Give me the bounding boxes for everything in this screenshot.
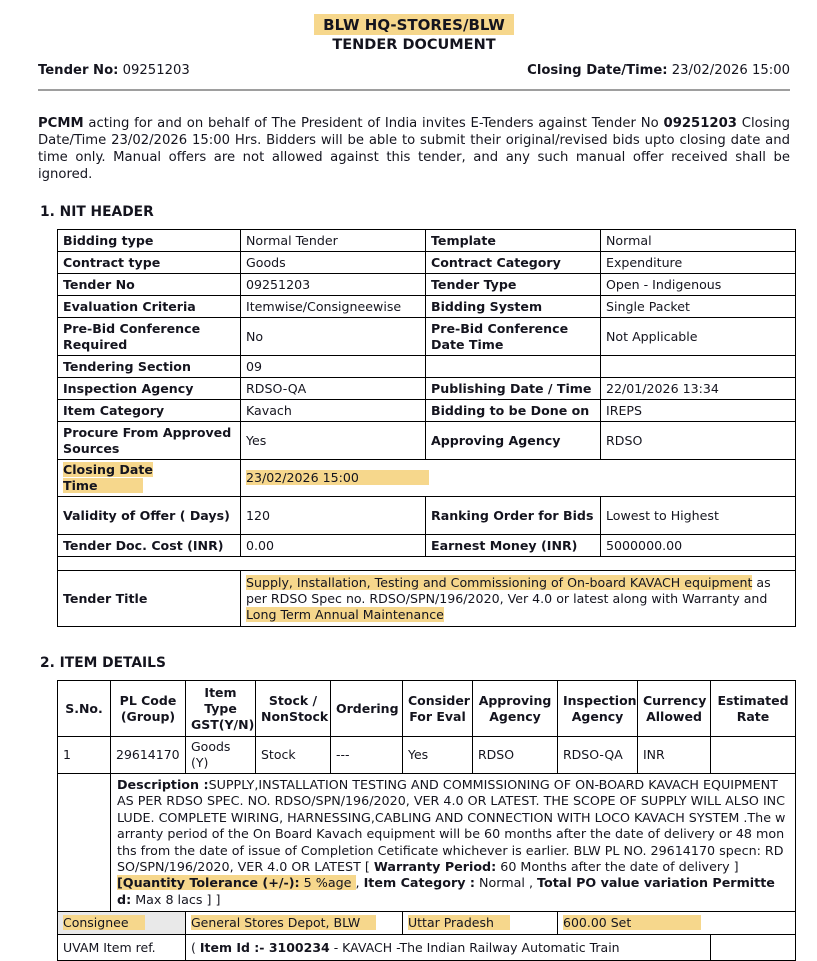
- separator-text: ,: [355, 875, 364, 891]
- spacer-row: [58, 557, 796, 571]
- org-title: BLW HQ-STORES/BLW: [314, 14, 514, 35]
- intro-pcmm: PCMM: [38, 116, 84, 131]
- col-header-pl-code: PL Code (Group): [111, 681, 186, 737]
- col-header-consider: Consider For Eval: [403, 681, 473, 737]
- table-row: [58, 535, 796, 557]
- po-variation-label: Total PO value variation Permitted:: [117, 875, 775, 907]
- nit-value: Goods: [241, 252, 426, 274]
- closing-datetime-value: 23/02/2026 15:00: [671, 63, 790, 78]
- nit-label: Tender No: [58, 274, 241, 296]
- quantity-tolerance-value: 5 %age: [299, 875, 356, 891]
- item-category-value: Normal ,: [474, 875, 538, 891]
- description-body: SUPPLY,INSTALLATION TESTING AND COMMISSIONING OF ON-BOARD KAVACH EQUIPMENT AS PER RDSO SPEC. NO. RDSO/SPN/196/2020, VER 4.0 OR LATEST. THE SCOPE OF SUPPLY WILL ALSO INCLUDE. COMPLETE WIRING, HARNESSING,CABLING AND CONNECTION WITH LOCO KAVACH SYSTEM .The warranty period of the On Board Kavach equipment will be 60 months after the date of delivery or 48 months from the date of issue of Completion Cetificate whichever is earlier. BLW PL NO. 29614170 specn: RDSO/SPN/196/2020, VER 4.0 OR LATEST [: [117, 777, 786, 875]
- nit-label: Pre-Bid Conference Date Time: [426, 318, 601, 356]
- table-row: [58, 422, 796, 460]
- item-stock: Stock: [256, 737, 331, 774]
- nit-value: Single Packet: [601, 296, 796, 318]
- nit-label: Validity of Offer ( Days): [58, 497, 241, 535]
- tender-title-highlight-2: Long Term Annual Maintenance: [246, 606, 444, 622]
- nit-value-closing-date: [241, 460, 796, 497]
- nit-value: RDSO: [601, 422, 796, 460]
- col-header-inspection: Inspection Agency: [558, 681, 638, 737]
- header-divider: [38, 89, 790, 91]
- table-row: [58, 497, 796, 535]
- item-description-row: [58, 774, 796, 912]
- nit-value: 0.00: [241, 535, 426, 557]
- tender-title-label: Tender Title: [58, 571, 241, 627]
- item-type: Goods (Y): [186, 737, 256, 774]
- warranty-period-label: Warranty Period:: [373, 859, 497, 875]
- tender-number: [38, 63, 190, 78]
- table-row: [58, 400, 796, 422]
- item-pl-code: 29614170: [111, 737, 186, 774]
- description-empty-cell: [58, 774, 111, 912]
- uvam-item-id: Item Id :- 3100234: [199, 939, 330, 955]
- description-label: Description :: [117, 777, 209, 792]
- nit-value: Normal: [601, 230, 796, 252]
- nit-label-closing-date: [58, 460, 241, 497]
- nit-label: Earnest Money (INR): [426, 535, 601, 557]
- nit-label: Pre-Bid Conference Required: [58, 318, 241, 356]
- consignee-state-cell: [403, 912, 558, 935]
- item-category-label: Item Category :: [363, 875, 475, 891]
- nit-label: Evaluation Criteria: [58, 296, 241, 318]
- nit-value: Lowest to Highest: [601, 497, 796, 535]
- nit-label: Inspection Agency: [58, 378, 241, 400]
- uvam-value-cell: [186, 935, 711, 961]
- document-title: TENDER DOCUMENT: [332, 37, 496, 53]
- tender-title-row: [58, 571, 796, 627]
- nit-value: No: [241, 318, 426, 356]
- col-header-sno: S.No.: [58, 681, 111, 737]
- tender-title-text: as per RDSO Spec no. RDSO/SPN/196/2020, Ver 4.0 or latest along with Warranty and: [246, 574, 771, 606]
- intro-text-1: acting for and on behalf of The President of India invites E-Tenders against Tender No: [83, 116, 664, 131]
- nit-value: Itemwise/Consigneewise: [241, 296, 426, 318]
- nit-value: 09251203: [241, 274, 426, 296]
- nit-label: Tender Doc. Cost (INR): [58, 535, 241, 557]
- closing-datetime: [527, 63, 790, 78]
- nit-label: Bidding type: [58, 230, 241, 252]
- table-row: [58, 230, 796, 252]
- col-header-stock: Stock / NonStock: [256, 681, 331, 737]
- consignee-label-highlight: Consignee: [63, 915, 145, 930]
- consignee-qty-cell: [558, 912, 796, 935]
- nit-value: Yes: [241, 422, 426, 460]
- intro-tender-no: 09251203: [663, 116, 737, 131]
- col-header-approving: Approving Agency: [473, 681, 558, 737]
- nit-value: RDSO-QA: [241, 378, 426, 400]
- item-details-heading: 2. ITEM DETAILS: [40, 655, 166, 671]
- nit-value: IREPS: [601, 400, 796, 422]
- tolerance-line: [117, 875, 789, 908]
- tender-meta-row: [38, 63, 790, 78]
- item-details-table: [57, 680, 796, 961]
- org-title-line: [38, 14, 790, 35]
- item-description: [111, 774, 796, 912]
- col-header-item-type: Item Type GST(Y/N): [186, 681, 256, 737]
- uvam-empty-cell: [711, 935, 796, 961]
- nit-label: Ranking Order for Bids: [426, 497, 601, 535]
- item-sno: 1: [58, 737, 111, 774]
- consignee-state-highlight: Uttar Pradesh: [408, 915, 510, 930]
- nit-value: 22/01/2026 13:34: [601, 378, 796, 400]
- tender-title-value: [241, 571, 796, 627]
- nit-header-table: [57, 229, 796, 627]
- table-row: [58, 252, 796, 274]
- quantity-tolerance-label: [Quantity Tolerance (+/-):: [117, 875, 300, 891]
- nit-value: Not Applicable: [601, 318, 796, 356]
- nit-label: Bidding to be Done on: [426, 400, 601, 422]
- nit-label: Contract Category: [426, 252, 601, 274]
- item-header-row: [58, 681, 796, 737]
- table-row: [58, 274, 796, 296]
- col-header-currency: Currency Allowed: [638, 681, 711, 737]
- nit-header-heading: 1. NIT HEADER: [40, 204, 154, 220]
- table-row: [58, 318, 796, 356]
- col-header-estimated-rate: Estimated Rate: [711, 681, 796, 737]
- consignee-depot-cell: [186, 912, 403, 935]
- nit-label: Approving Agency: [426, 422, 601, 460]
- uvam-label-cell: UVAM Item ref.: [58, 935, 186, 961]
- item-ordering: ---: [331, 737, 403, 774]
- item-currency: INR: [638, 737, 711, 774]
- item-estimated-rate: [711, 737, 796, 774]
- intro-paragraph: [38, 115, 790, 183]
- item-inspection: RDSO-QA: [558, 737, 638, 774]
- item-data-row: [58, 737, 796, 774]
- consignee-label-cell: [58, 912, 186, 935]
- nit-label: Bidding System: [426, 296, 601, 318]
- nit-value: Expenditure: [601, 252, 796, 274]
- table-row: [58, 378, 796, 400]
- spacer-cell: [58, 557, 796, 571]
- closing-datetime-label: Closing Date/Time:: [527, 63, 668, 78]
- item-approving: RDSO: [473, 737, 558, 774]
- nit-label: Publishing Date / Time: [426, 378, 601, 400]
- document-header: [38, 14, 790, 54]
- nit-value: 09: [241, 356, 426, 378]
- warranty-period-value: 60 Months after the date of delivery ]: [496, 859, 739, 875]
- po-variation-value: Max 8 lacs ] ]: [131, 891, 221, 907]
- tender-no-label: Tender No:: [38, 63, 119, 78]
- uvam-open-paren: (: [191, 939, 200, 955]
- nit-label: Procure From Approved Sources: [58, 422, 241, 460]
- nit-label: Template: [426, 230, 601, 252]
- consignee-depot-highlight: General Stores Depot, BLW: [191, 915, 376, 930]
- nit-value: 120: [241, 497, 426, 535]
- tender-title-highlight-1: Supply, Installation, Testing and Commissioning of On-board KAVACH equipment: [246, 574, 753, 590]
- nit-label: Tender Type: [426, 274, 601, 296]
- intro-text-2: Closing Date/Time 23/02/2026 15:00 Hrs. Bidders will be able to submit their original/revised bids upto closing date and time only. Manual offers are not allowed against this tender, and any such manual offer received shall be ignored.: [38, 116, 790, 182]
- closing-date-row: [58, 460, 796, 497]
- table-row: [58, 356, 796, 378]
- nit-label: Tendering Section: [58, 356, 241, 378]
- col-header-ordering: Ordering: [331, 681, 403, 737]
- nit-label: [426, 356, 601, 378]
- closing-date-label-highlight: Closing Date Time: [63, 462, 153, 493]
- closing-date-value-highlight: 23/02/2026 15:00: [246, 470, 429, 485]
- nit-value: Open - Indigenous: [601, 274, 796, 296]
- uvam-item-ref-row: [58, 935, 796, 961]
- nit-value: [601, 356, 796, 378]
- tender-no-value: 09251203: [122, 63, 190, 78]
- description-paragraph: [117, 777, 789, 875]
- nit-value: Normal Tender: [241, 230, 426, 252]
- table-row: [58, 296, 796, 318]
- item-consider: Yes: [403, 737, 473, 774]
- uvam-item-text: - KAVACH -The Indian Railway Automatic Train: [329, 939, 620, 955]
- consignee-qty-highlight: 600.00 Set: [563, 915, 701, 930]
- consignee-row: [58, 912, 796, 935]
- nit-value: Kavach: [241, 400, 426, 422]
- nit-value: 5000000.00: [601, 535, 796, 557]
- nit-label: Contract type: [58, 252, 241, 274]
- nit-label: Item Category: [58, 400, 241, 422]
